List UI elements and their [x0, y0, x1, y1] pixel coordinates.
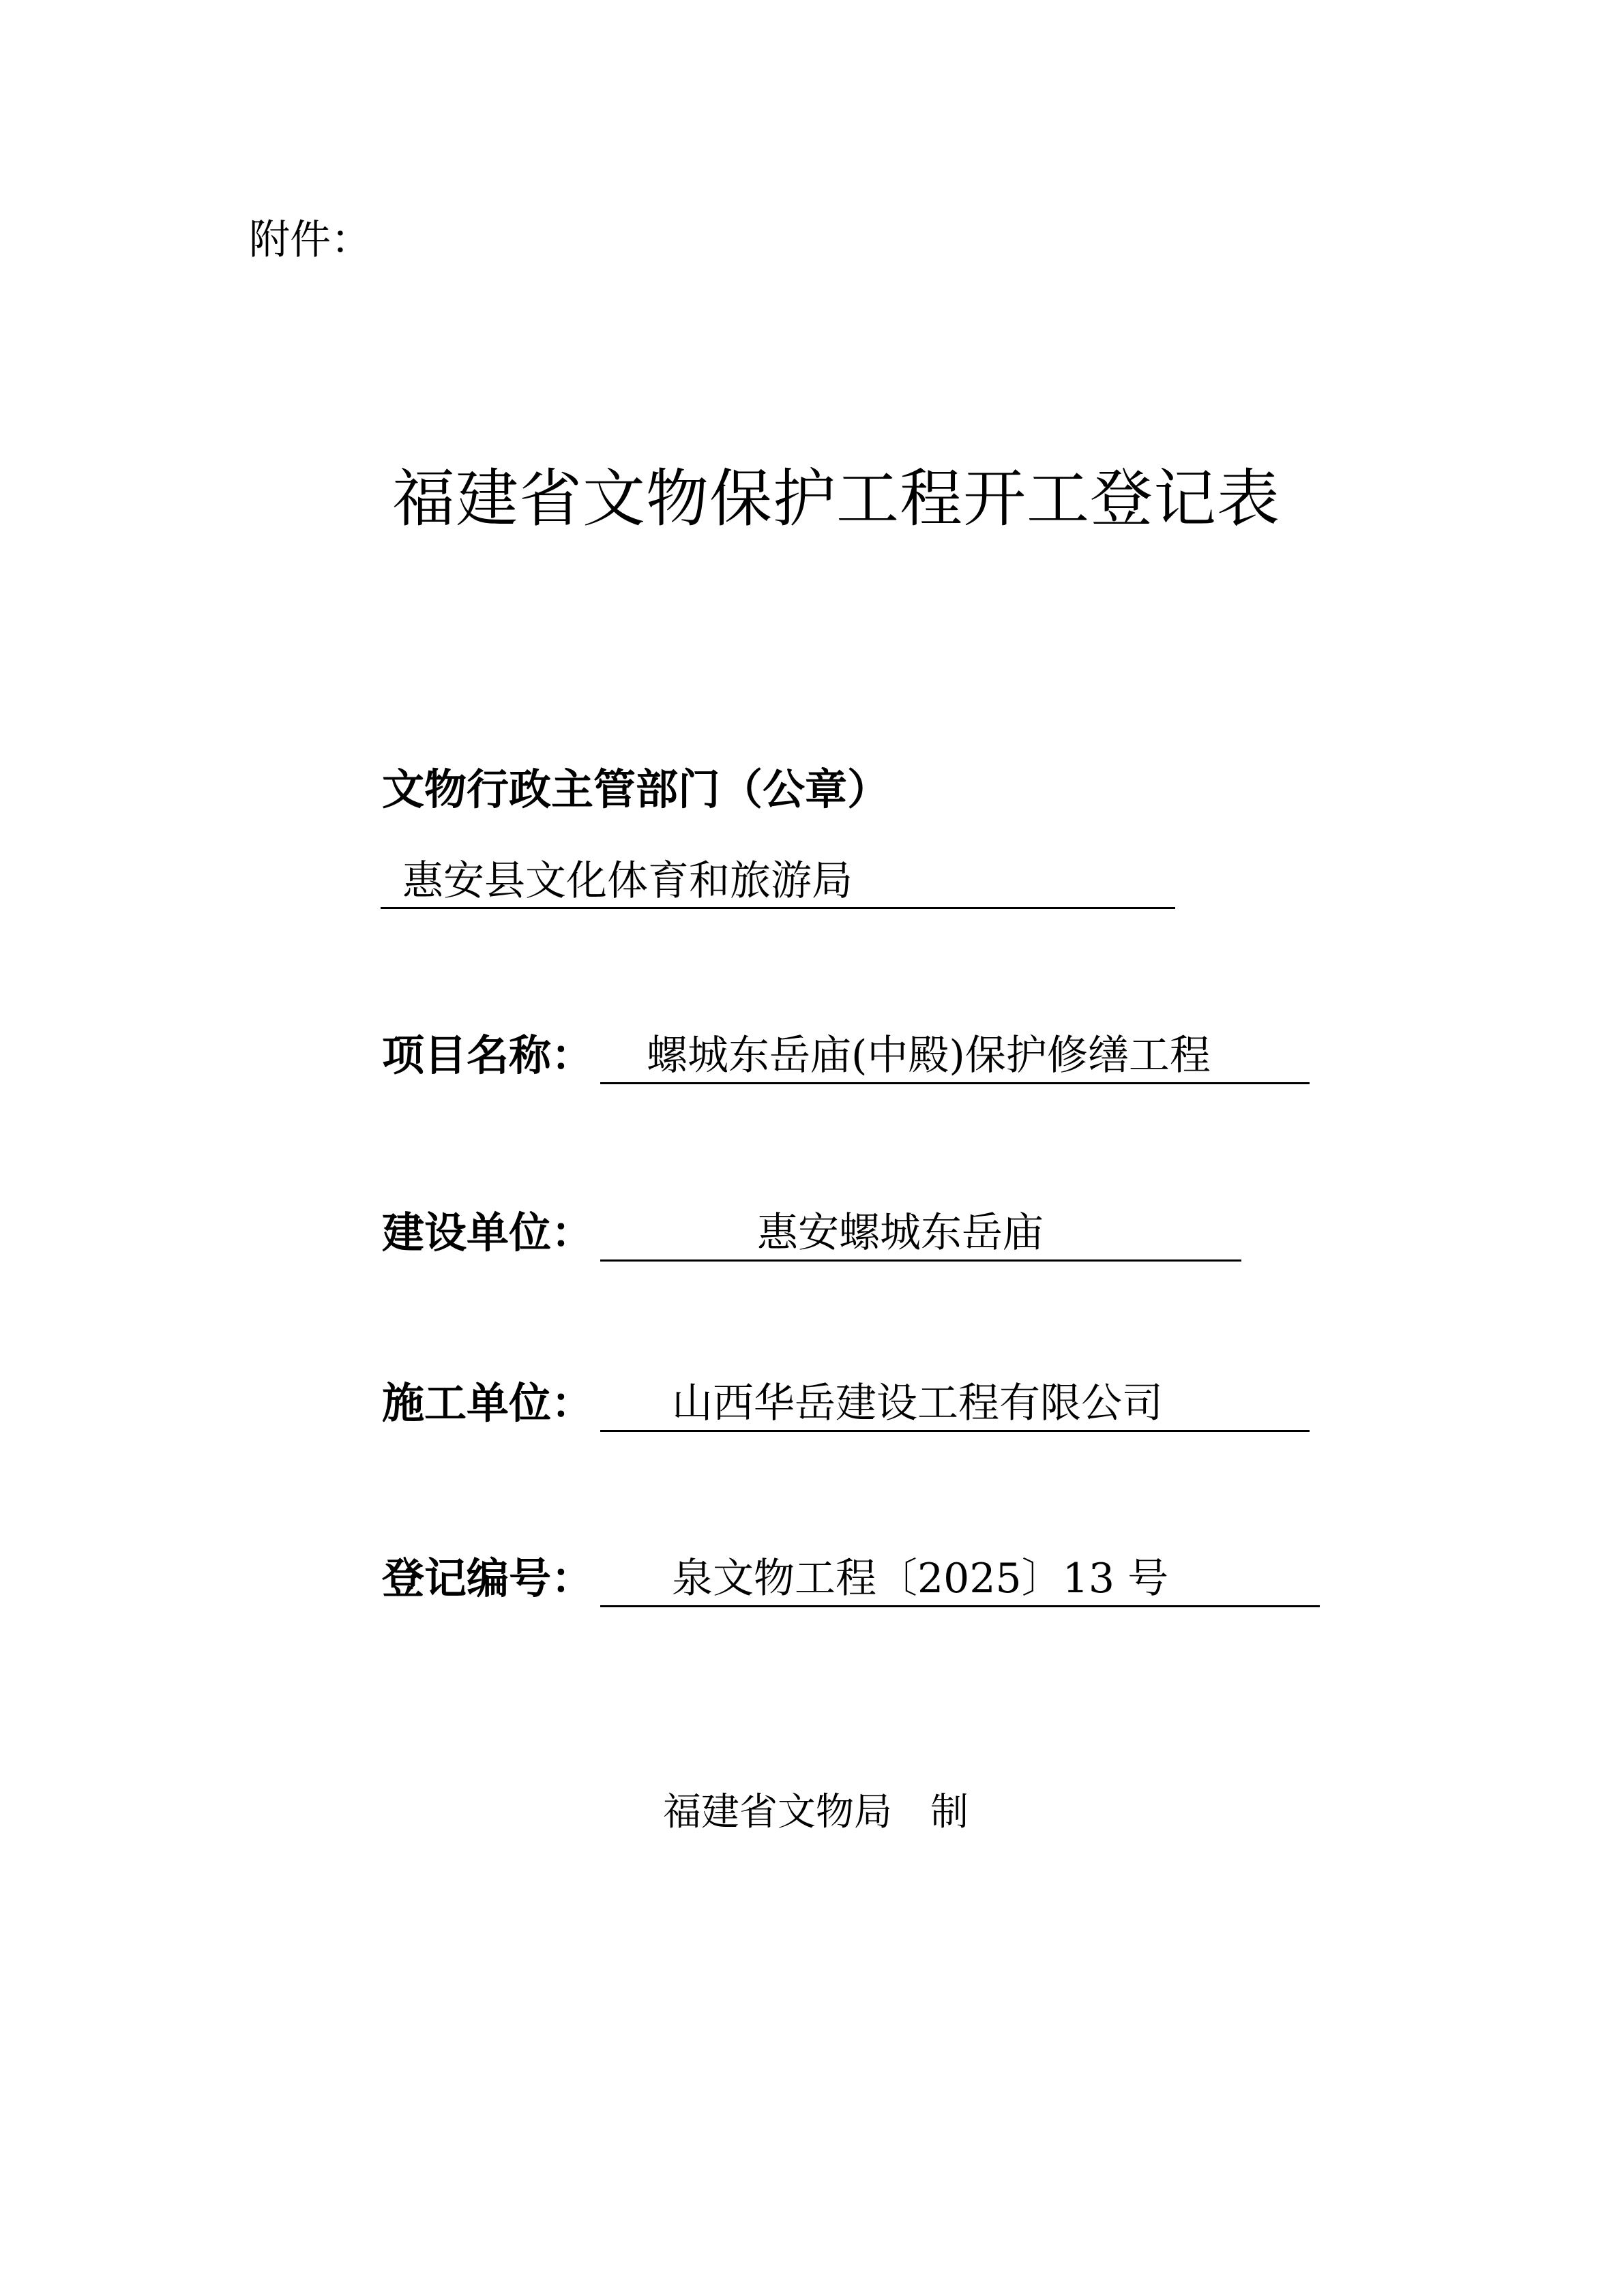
department-value: 惠安县文化体育和旅游局 [402, 857, 853, 905]
contractor-unit-value: 山西华岳建设工程有限公司 [672, 1380, 1163, 1427]
construction-unit-value: 惠安螺城东岳庙 [757, 1209, 1044, 1257]
contractor-unit-underline [600, 1430, 1310, 1432]
contractor-unit-label: 施工单位： [382, 1378, 594, 1428]
project-name-value: 螺城东岳庙(中殿)保护修缮工程 [647, 1032, 1211, 1079]
issuer-footer: 福建省文物局 制 [663, 1790, 969, 1834]
department-underline [381, 907, 1175, 909]
construction-unit-label: 建设单位： [382, 1208, 594, 1257]
department-label: 文物行政主管部门（公章） [382, 764, 890, 814]
registration-number-value: 泉文物工程〔2025〕13 号 [672, 1555, 1169, 1602]
registration-number-label: 登记编号： [382, 1553, 594, 1603]
construction-unit-underline [600, 1259, 1241, 1262]
project-name-underline [600, 1082, 1310, 1084]
project-name-label: 项目名称： [382, 1030, 594, 1080]
registration-number-underline [600, 1605, 1320, 1607]
attachment-label: 附件： [249, 216, 372, 264]
page-title: 福建省文物保护工程开工登记表 [392, 462, 1281, 535]
